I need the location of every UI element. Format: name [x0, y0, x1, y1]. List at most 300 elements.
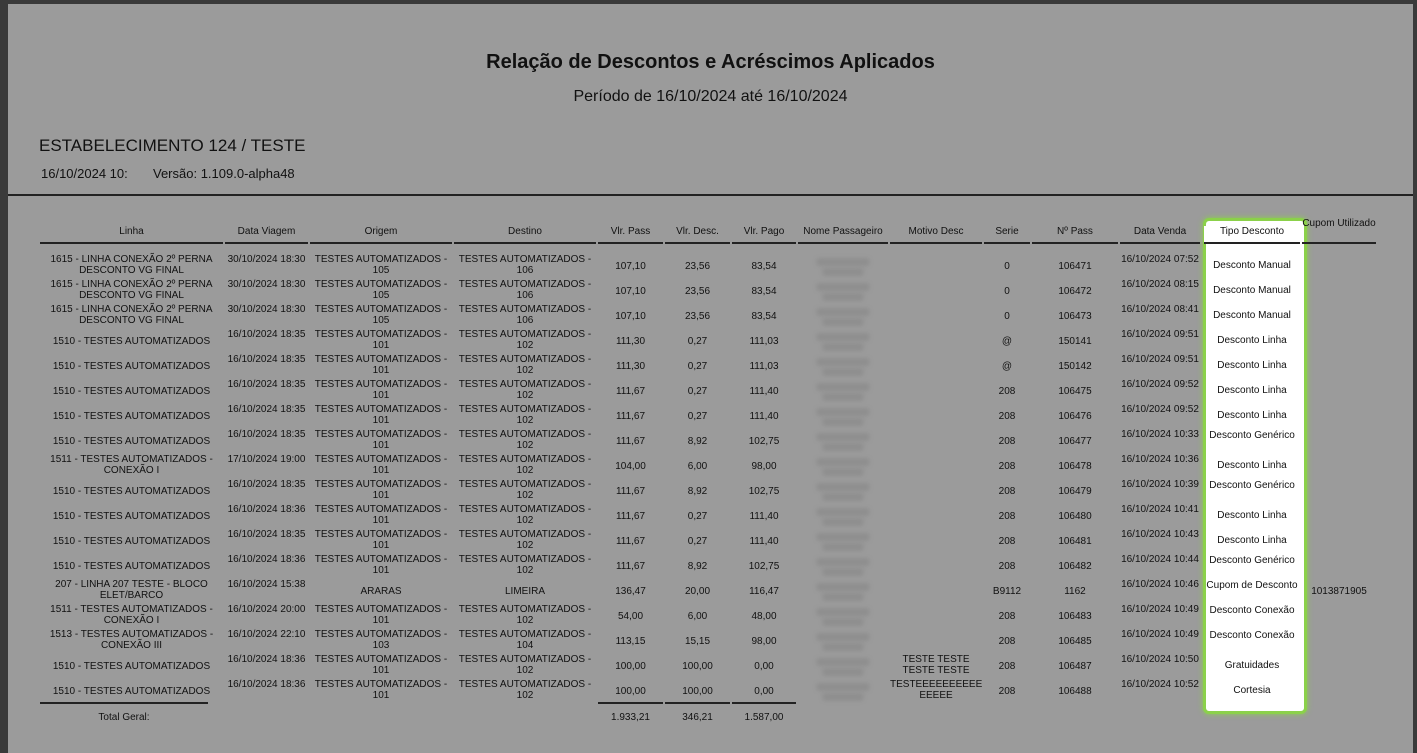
- cell-n_pass: [1032, 436, 1118, 448]
- cell-linha-line: 1510 - TESTES AUTOMATIZADOS: [52, 486, 211, 497]
- passenger-name-blurred: [816, 658, 870, 666]
- cell-linha-line: 1615 - LINHA CONEXÃO 2º PERNA: [50, 279, 213, 290]
- cell-vlr_pago-line: 111,03: [749, 361, 779, 372]
- cell-destino-line: 102: [516, 465, 534, 476]
- cell-vlr_pago-line: 83,54: [751, 261, 777, 272]
- cell-data_viagem: [225, 454, 308, 466]
- cell-data_viagem-line: 16/10/2024 20:00: [227, 604, 306, 615]
- cell-origem: [310, 679, 452, 701]
- cell-origem-line: 105: [372, 265, 390, 276]
- cell-tipo: [1204, 630, 1300, 642]
- cell-vlr_pass-line: 100,00: [615, 686, 646, 697]
- passenger-name-blurred: [822, 293, 864, 301]
- cell-serie: [984, 411, 1030, 423]
- cell-n_pass-line: 106485: [1058, 636, 1092, 647]
- column-header-nome: Nome Passageiro: [798, 226, 888, 244]
- cell-destino-line: TESTES AUTOMATIZADOS -: [458, 354, 592, 365]
- cell-origem-line: 101: [372, 540, 390, 551]
- cell-data_venda: [1120, 679, 1200, 691]
- cell-origem-line: TESTES AUTOMATIZADOS -: [314, 404, 448, 415]
- cell-tipo-line: Desconto Linha: [1217, 510, 1287, 521]
- cell-origem-line: 101: [372, 415, 390, 426]
- cell-n_pass-line: 150142: [1058, 361, 1092, 372]
- passenger-name-blurred: [816, 583, 870, 591]
- cell-vlr_pass: [598, 511, 663, 523]
- cell-data_viagem-line: 16/10/2024 18:36: [227, 654, 306, 665]
- cell-vlr_pass-line: 111,67: [615, 511, 646, 522]
- cell-destino-line: 102: [516, 340, 534, 351]
- cell-destino: [454, 429, 596, 451]
- cell-serie: [984, 486, 1030, 498]
- cell-destino-line: TESTES AUTOMATIZADOS -: [458, 654, 592, 665]
- cell-vlr_desc: [665, 436, 730, 448]
- cell-origem-line: 101: [372, 490, 390, 501]
- cell-serie: [984, 336, 1030, 348]
- cell-serie-line: 208: [998, 511, 1016, 522]
- cell-data_venda: [1120, 279, 1200, 291]
- cell-data_viagem: [225, 579, 308, 591]
- cell-vlr_pago-line: 102,75: [748, 561, 780, 572]
- cell-serie: [984, 311, 1030, 323]
- cell-vlr_desc: [665, 511, 730, 523]
- cell-serie: [984, 536, 1030, 548]
- cell-data_viagem-line: 16/10/2024 18:35: [227, 529, 306, 540]
- cell-tipo-line: Desconto Linha: [1217, 360, 1287, 371]
- cell-linha-line: 1510 - TESTES AUTOMATIZADOS: [52, 686, 211, 697]
- cell-destino-line: TESTES AUTOMATIZADOS -: [458, 254, 592, 265]
- cell-destino-line: 102: [516, 690, 534, 701]
- cell-n_pass-line: 106471: [1058, 261, 1092, 272]
- cell-serie-line: B9112: [992, 586, 1022, 597]
- cell-data_viagem-line: 16/10/2024 18:35: [227, 354, 306, 365]
- passenger-name-blurred: [816, 683, 870, 691]
- cell-tipo: [1204, 430, 1300, 442]
- cell-vlr_pass: [598, 636, 663, 648]
- cell-destino-line: 102: [516, 365, 534, 376]
- cell-tipo-line: Desconto Linha: [1217, 385, 1287, 396]
- cell-data_venda-line: 16/10/2024 07:52: [1121, 254, 1199, 265]
- passenger-name-blurred: [822, 668, 864, 676]
- cell-linha: [40, 411, 223, 423]
- cell-n_pass: [1032, 661, 1118, 673]
- cell-destino-line: 102: [516, 415, 534, 426]
- total-vlr_desc: 346,21: [682, 712, 713, 723]
- cell-tipo-line: Desconto Conexão: [1209, 605, 1295, 616]
- column-header-vlr_desc: Vlr. Desc.: [665, 226, 730, 244]
- cell-linha-line: 1510 - TESTES AUTOMATIZADOS: [52, 536, 211, 547]
- cell-origem-line: TESTES AUTOMATIZADOS -: [314, 354, 448, 365]
- cell-destino: [454, 679, 596, 701]
- cell-vlr_desc-line: 0,27: [687, 386, 708, 397]
- cell-vlr_pago: [732, 636, 796, 648]
- cell-linha: [40, 386, 223, 398]
- cell-vlr_pago-line: 111,40: [749, 536, 779, 547]
- cell-data_venda: [1120, 654, 1200, 666]
- cell-n_pass: [1032, 411, 1118, 423]
- cell-data_viagem-line: 16/10/2024 22:10: [227, 629, 306, 640]
- report-page: [8, 4, 1413, 753]
- cell-linha-line: CONEXÃO I: [103, 615, 160, 626]
- cell-vlr_pass-line: 136,47: [615, 586, 646, 597]
- cell-origem: [310, 586, 452, 598]
- cell-vlr_pass: [598, 561, 663, 573]
- cell-data_venda: [1120, 604, 1200, 616]
- cell-origem: [310, 329, 452, 351]
- cell-serie: [984, 361, 1030, 373]
- cell-tipo: [1204, 480, 1300, 492]
- cell-linha-line: 1510 - TESTES AUTOMATIZADOS: [52, 361, 211, 372]
- cell-origem-line: 101: [372, 465, 390, 476]
- cell-destino-line: 106: [516, 265, 534, 276]
- cell-vlr_pago-line: 0,00: [754, 686, 774, 697]
- cell-origem-line: 105: [372, 315, 390, 326]
- cell-vlr_desc-line: 6,00: [687, 611, 708, 622]
- passenger-name-blurred: [816, 258, 870, 266]
- cell-n_pass: [1032, 511, 1118, 523]
- cell-n_pass: [1032, 336, 1118, 348]
- report-datetime: 16/10/2024 10:: [41, 166, 128, 181]
- cell-vlr_pago: [732, 261, 796, 273]
- cell-n_pass: [1032, 686, 1118, 698]
- cell-destino: [454, 304, 596, 326]
- cell-motivo-line: TESTE TESTE: [902, 654, 970, 665]
- cell-cupom: [1302, 586, 1376, 598]
- cell-linha: [40, 604, 223, 626]
- cell-tipo: [1204, 385, 1300, 397]
- cell-vlr_desc: [665, 386, 730, 398]
- cell-origem-line: TESTES AUTOMATIZADOS -: [314, 529, 448, 540]
- cell-vlr_desc: [665, 461, 730, 473]
- cell-tipo: [1204, 510, 1300, 522]
- cell-linha: [40, 454, 223, 476]
- cell-n_pass-line: 106479: [1058, 486, 1092, 497]
- cell-data_viagem-line: 16/10/2024 15:38: [227, 579, 306, 590]
- cell-origem-line: 101: [372, 340, 390, 351]
- cell-origem-line: TESTES AUTOMATIZADOS -: [314, 279, 448, 290]
- cell-data_venda-line: 16/10/2024 09:52: [1121, 404, 1199, 415]
- cell-vlr_desc: [665, 536, 730, 548]
- cell-data_venda: [1120, 629, 1200, 641]
- cell-origem-line: TESTES AUTOMATIZADOS -: [314, 504, 448, 515]
- cell-tipo: [1204, 360, 1300, 372]
- cell-n_pass-line: 106477: [1058, 436, 1092, 447]
- cell-n_pass: [1032, 586, 1118, 598]
- cell-vlr_pass: [598, 486, 663, 498]
- cell-vlr_desc-line: 0,27: [687, 536, 708, 547]
- cell-data_viagem-line: 16/10/2024 18:35: [227, 404, 306, 415]
- cell-vlr_pass-line: 111,67: [615, 411, 646, 422]
- cell-data_viagem-line: 16/10/2024 18:36: [227, 554, 306, 565]
- cell-n_pass: [1032, 536, 1118, 548]
- cell-data_viagem: [225, 479, 308, 491]
- passenger-name-blurred: [822, 543, 864, 551]
- cell-tipo-line: Cortesia: [1233, 685, 1271, 696]
- cell-vlr_pass: [598, 536, 663, 548]
- cell-data_viagem: [225, 379, 308, 391]
- cell-origem-line: 101: [372, 390, 390, 401]
- cell-destino-line: 104: [516, 640, 534, 651]
- cell-destino-line: TESTES AUTOMATIZADOS -: [458, 404, 592, 415]
- cell-origem: [310, 504, 452, 526]
- cell-origem-line: 101: [372, 440, 390, 451]
- column-header-motivo: Motivo Desc: [890, 226, 982, 244]
- cell-linha: [40, 361, 223, 373]
- cell-tipo-line: Desconto Conexão: [1209, 630, 1295, 641]
- cell-linha: [40, 661, 223, 673]
- cell-destino-line: TESTES AUTOMATIZADOS -: [458, 529, 592, 540]
- cell-destino: [454, 379, 596, 401]
- cell-serie: [984, 386, 1030, 398]
- cell-origem-line: 101: [372, 515, 390, 526]
- cell-serie: [984, 661, 1030, 673]
- cell-vlr_pago-line: 102,75: [748, 486, 780, 497]
- cell-destino-line: TESTES AUTOMATIZADOS -: [458, 504, 592, 515]
- cell-data_venda: [1120, 254, 1200, 266]
- cell-n_pass-line: 106476: [1058, 411, 1092, 422]
- cell-data_viagem: [225, 654, 308, 666]
- cell-vlr_pass: [598, 661, 663, 673]
- cell-data_venda: [1120, 379, 1200, 391]
- cell-vlr_pago-line: 48,00: [751, 611, 777, 622]
- cell-data_viagem: [225, 304, 308, 316]
- report-period: Período de 16/10/2024 até 16/10/2024: [573, 88, 848, 105]
- cell-serie-line: @: [1001, 336, 1013, 347]
- cell-serie: [984, 636, 1030, 648]
- cell-vlr_pago: [732, 461, 796, 473]
- column-header-data_viagem: Data Viagem: [225, 226, 308, 244]
- cell-origem-line: TESTES AUTOMATIZADOS -: [314, 554, 448, 565]
- cell-origem: [310, 429, 452, 451]
- cell-serie-line: 208: [998, 486, 1016, 497]
- cell-destino: [454, 586, 596, 598]
- cell-linha-line: 1510 - TESTES AUTOMATIZADOS: [52, 386, 211, 397]
- cell-linha: [40, 304, 223, 326]
- passenger-name-blurred: [822, 518, 864, 526]
- totals-rule-vlr_pass: [598, 702, 663, 704]
- cell-vlr_pass: [598, 436, 663, 448]
- cell-vlr_desc: [665, 311, 730, 323]
- cell-vlr_desc: [665, 286, 730, 298]
- cell-n_pass-line: 106480: [1058, 511, 1092, 522]
- cell-origem: [310, 304, 452, 326]
- cell-linha: [40, 254, 223, 276]
- cell-motivo: [890, 679, 982, 701]
- passenger-name-blurred: [816, 633, 870, 641]
- cell-destino-line: TESTES AUTOMATIZADOS -: [458, 379, 592, 390]
- cell-serie: [984, 436, 1030, 448]
- cell-tipo-line: Gratuidades: [1224, 660, 1280, 671]
- cell-data_viagem-line: 30/10/2024 18:30: [227, 279, 306, 290]
- cell-vlr_pass: [598, 311, 663, 323]
- cell-destino: [454, 329, 596, 351]
- cell-serie-line: @: [1001, 361, 1013, 372]
- cell-linha-line: 1510 - TESTES AUTOMATIZADOS: [52, 561, 211, 572]
- cell-linha-line: 1510 - TESTES AUTOMATIZADOS: [52, 436, 211, 447]
- cell-destino-line: 102: [516, 665, 534, 676]
- cell-linha-line: DESCONTO VG FINAL: [79, 290, 184, 301]
- cell-data_viagem: [225, 354, 308, 366]
- cell-origem-line: 101: [372, 665, 390, 676]
- cell-origem-line: ARARAS: [360, 586, 402, 597]
- cell-origem-line: TESTES AUTOMATIZADOS -: [314, 679, 448, 690]
- cell-vlr_pago: [732, 536, 796, 548]
- cell-linha-line: 1511 - TESTES AUTOMATIZADOS -: [50, 604, 213, 615]
- cell-tipo: [1204, 555, 1300, 567]
- cell-tipo-line: Desconto Genérico: [1209, 480, 1295, 491]
- cell-origem-line: TESTES AUTOMATIZADOS -: [314, 429, 448, 440]
- cell-data_venda-line: 16/10/2024 10:33: [1121, 429, 1199, 440]
- cell-destino-line: LIMEIRA: [504, 586, 545, 597]
- cell-destino-line: TESTES AUTOMATIZADOS -: [458, 304, 592, 315]
- cell-serie: [984, 586, 1030, 598]
- cell-data_venda: [1120, 454, 1200, 466]
- cell-vlr_desc-line: 23,56: [684, 311, 711, 322]
- cell-vlr_desc-line: 8,92: [687, 561, 708, 572]
- cell-tipo: [1204, 535, 1300, 547]
- cell-data_venda-line: 16/10/2024 10:49: [1121, 604, 1199, 615]
- cell-serie: [984, 686, 1030, 698]
- cell-tipo: [1204, 685, 1300, 697]
- cell-tipo-line: Desconto Manual: [1213, 310, 1291, 321]
- cell-data_venda-line: 16/10/2024 09:52: [1121, 379, 1199, 390]
- cell-vlr_pass-line: 111,67: [615, 386, 646, 397]
- cell-vlr_pass: [598, 336, 663, 348]
- cell-data_viagem: [225, 429, 308, 441]
- cell-serie-line: 208: [998, 561, 1016, 572]
- cell-data_viagem-line: 30/10/2024 18:30: [227, 254, 306, 265]
- cell-vlr_desc-line: 8,92: [687, 486, 708, 497]
- cell-data_venda-line: 16/10/2024 10:39: [1121, 479, 1199, 490]
- cell-serie-line: 0: [1004, 261, 1010, 272]
- cell-destino-line: TESTES AUTOMATIZADOS -: [458, 454, 592, 465]
- cell-origem-line: 105: [372, 290, 390, 301]
- total-vlr_pass: 1.933,21: [611, 712, 650, 723]
- passenger-name-blurred: [816, 433, 870, 441]
- cell-n_pass: [1032, 286, 1118, 298]
- cell-vlr_pass: [598, 611, 663, 623]
- cell-data_venda: [1120, 354, 1200, 366]
- cell-vlr_pass-line: 100,00: [615, 661, 646, 672]
- cell-destino: [454, 529, 596, 551]
- passenger-name-blurred: [816, 483, 870, 491]
- cell-linha-line: 1615 - LINHA CONEXÃO 2º PERNA: [50, 304, 213, 315]
- passenger-name-blurred: [822, 493, 864, 501]
- cell-origem-line: TESTES AUTOMATIZADOS -: [314, 329, 448, 340]
- cell-data_venda: [1120, 304, 1200, 316]
- cell-destino-line: TESTES AUTOMATIZADOS -: [458, 604, 592, 615]
- cell-destino-line: TESTES AUTOMATIZADOS -: [458, 629, 592, 640]
- column-header-cupom: Cupom Utilizado: [1302, 218, 1376, 244]
- cell-origem-line: 101: [372, 365, 390, 376]
- cell-vlr_desc-line: 100,00: [682, 661, 713, 672]
- cell-linha-line: 1511 - TESTES AUTOMATIZADOS -: [50, 454, 213, 465]
- cell-vlr_pass-line: 111,67: [615, 561, 646, 572]
- column-header-linha: Linha: [40, 226, 223, 244]
- passenger-name-blurred: [816, 408, 870, 416]
- cell-origem: [310, 279, 452, 301]
- cell-vlr_pass-line: 107,10: [615, 286, 646, 297]
- cell-vlr_pass-line: 107,10: [615, 311, 646, 322]
- cell-linha: [40, 511, 223, 523]
- cell-vlr_desc: [665, 411, 730, 423]
- cell-tipo: [1204, 285, 1300, 297]
- cell-vlr_desc: [665, 486, 730, 498]
- cell-motivo: [890, 654, 982, 676]
- cell-origem-line: TESTES AUTOMATIZADOS -: [314, 454, 448, 465]
- cell-tipo: [1204, 460, 1300, 472]
- cell-linha: [40, 686, 223, 698]
- cell-vlr_pass-line: 104,00: [615, 461, 646, 472]
- cell-destino: [454, 604, 596, 626]
- cell-linha-line: 1510 - TESTES AUTOMATIZADOS: [52, 661, 211, 672]
- cell-data_venda-line: 16/10/2024 10:41: [1121, 504, 1199, 515]
- cell-origem: [310, 479, 452, 501]
- cell-serie-line: 208: [998, 686, 1016, 697]
- cell-destino-line: 102: [516, 440, 534, 451]
- cell-linha: [40, 536, 223, 548]
- cell-tipo-line: Desconto Linha: [1217, 460, 1287, 471]
- passenger-name-blurred: [816, 608, 870, 616]
- cell-n_pass-line: 106482: [1058, 561, 1092, 572]
- cell-vlr_pass: [598, 386, 663, 398]
- cell-destino: [454, 554, 596, 576]
- cell-motivo-line: TESTE TESTE: [902, 665, 970, 676]
- cell-tipo-line: Desconto Manual: [1213, 285, 1291, 296]
- totals-rule-vlr_desc: [665, 702, 730, 704]
- cell-vlr_pago: [732, 311, 796, 323]
- cell-vlr_pago: [732, 336, 796, 348]
- cell-data_venda: [1120, 329, 1200, 341]
- cell-tipo: [1204, 410, 1300, 422]
- cell-serie-line: 208: [998, 661, 1016, 672]
- cell-linha-line: DESCONTO VG FINAL: [79, 265, 184, 276]
- passenger-name-blurred: [816, 283, 870, 291]
- cell-vlr_pago-line: 111,03: [749, 336, 779, 347]
- cell-data_venda-line: 16/10/2024 10:46: [1121, 579, 1199, 590]
- cell-vlr_pago: [732, 286, 796, 298]
- cell-tipo-line: Desconto Genérico: [1209, 555, 1295, 566]
- cell-vlr_pass-line: 54,00: [617, 611, 644, 622]
- cell-vlr_pago: [732, 686, 796, 698]
- cell-origem: [310, 654, 452, 676]
- column-header-serie: Serie: [984, 226, 1030, 244]
- column-header-vlr_pass: Vlr. Pass: [598, 226, 663, 244]
- cell-linha-line: CONEXÃO III: [100, 640, 163, 651]
- cell-vlr_desc-line: 0,27: [687, 511, 708, 522]
- cell-vlr_pago-line: 111,40: [749, 511, 779, 522]
- cell-tipo: [1204, 335, 1300, 347]
- cell-n_pass-line: 106488: [1058, 686, 1092, 697]
- cell-vlr_pago: [732, 436, 796, 448]
- version-label: Versão: 1.109.0-alpha48: [153, 166, 295, 181]
- cell-data_viagem-line: 16/10/2024 18:35: [227, 379, 306, 390]
- cell-origem-line: TESTES AUTOMATIZADOS -: [314, 654, 448, 665]
- cell-vlr_desc: [665, 336, 730, 348]
- cell-vlr_pass-line: 111,30: [615, 361, 646, 372]
- cell-n_pass-line: 106475: [1058, 386, 1092, 397]
- cell-destino-line: TESTES AUTOMATIZADOS -: [458, 429, 592, 440]
- cell-tipo-line: Desconto Linha: [1217, 410, 1287, 421]
- cell-n_pass-line: 1162: [1064, 586, 1086, 597]
- cell-destino-line: 102: [516, 515, 534, 526]
- cell-vlr_pago: [732, 361, 796, 373]
- cell-data_venda-line: 16/10/2024 10:44: [1121, 554, 1199, 565]
- cell-linha-line: 207 - LINHA 207 TESTE - BLOCO: [55, 579, 208, 590]
- cell-n_pass-line: 106481: [1058, 536, 1092, 547]
- cell-data_viagem: [225, 629, 308, 641]
- cell-data_viagem: [225, 529, 308, 541]
- cell-destino-line: 106: [516, 315, 534, 326]
